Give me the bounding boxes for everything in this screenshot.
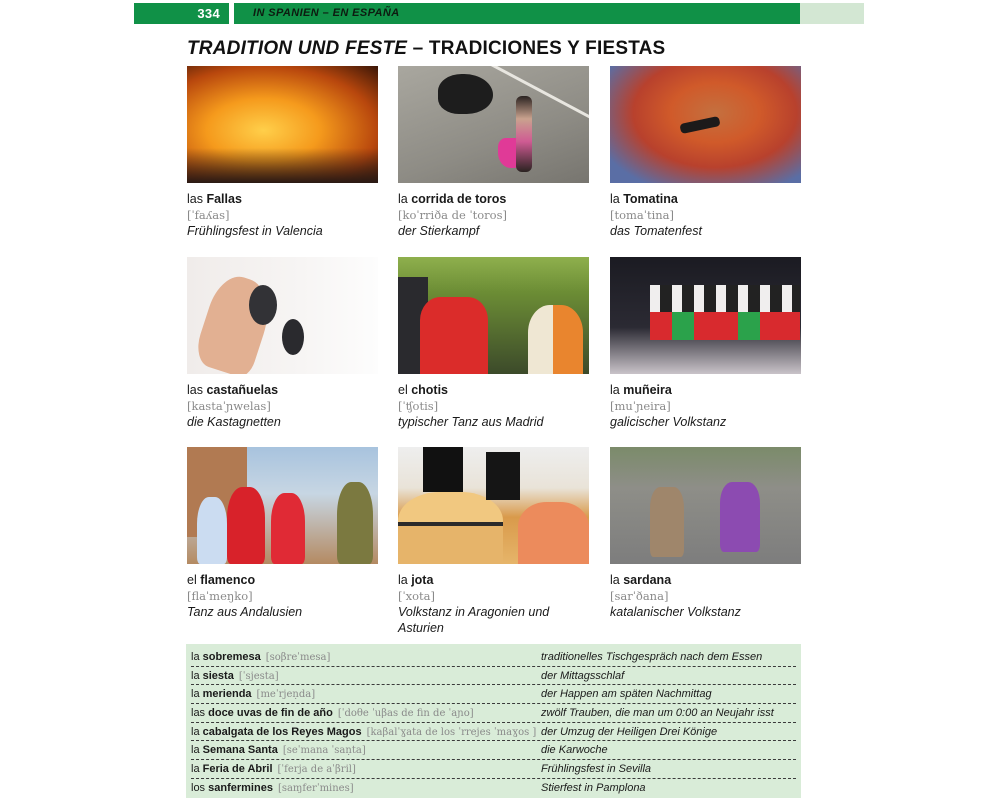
bonfire-festival-photo (187, 66, 378, 183)
term-es: las doce uvas de fin de año [ˈdoθe ˈuβas de fin de ˈaɲo] (191, 706, 474, 719)
term-es: la sobremesa [soβreˈmesa] (191, 650, 331, 663)
table-row (191, 741, 796, 760)
term-de: Stierfest in Pamplona (541, 782, 646, 795)
term-de: Frühlingsfest in Sevilla (541, 762, 652, 775)
page-title-es: TRADICIONES Y FIESTAS (428, 38, 666, 59)
term-es: la siesta [ˈsjesta] (191, 669, 279, 682)
vocab-card-jota (398, 447, 589, 636)
table-row (191, 760, 796, 779)
card-pronunciation: [muˈɲeira] (610, 399, 671, 413)
term-es: los sanfermines [saɱferˈmines] (191, 782, 354, 795)
table-row (191, 685, 796, 704)
card-pronunciation: [sarˈðana] (610, 589, 669, 603)
vocab-card-corrida (398, 66, 589, 239)
bullfight-photo (398, 66, 589, 183)
vocab-card-castanuelas (187, 257, 378, 430)
castanets-photo (187, 257, 378, 374)
card-term: la jota (398, 573, 434, 587)
tomato-fight-photo (610, 66, 801, 183)
card-pronunciation: [ˈʧotis] (398, 399, 439, 413)
card-term: el chotis (398, 383, 449, 397)
card-pronunciation: [koˈrriða de ˈtoros] (398, 208, 507, 222)
card-pronunciation: [tomaˈtina] (610, 208, 675, 222)
term-de: der Mittagsschlaf (541, 669, 625, 682)
card-translation: die Kastagnetten (187, 415, 281, 429)
term-de: die Karwoche (541, 744, 608, 757)
chotis-dance-photo (398, 257, 589, 374)
card-translation: Volkstanz in Aragonien und Asturien (398, 605, 550, 635)
jota-dance-photo (398, 447, 589, 564)
table-row (191, 704, 796, 723)
vocab-card-chotis (398, 257, 589, 430)
page-margin (0, 0, 134, 800)
vocabulary-table (186, 644, 801, 798)
flamenco-dancers-photo (187, 447, 378, 564)
card-translation: katalanischer Volkstanz (610, 605, 741, 619)
card-term: el flamenco (187, 573, 256, 587)
page-title-de: TRADITION UND FESTE (187, 38, 408, 59)
term-de: traditionelles Tischgespräch nach dem Essen (541, 650, 763, 663)
section-title-de: IN SPANIEN (253, 7, 320, 19)
card-term: la Tomatina (610, 192, 678, 206)
thumb-index-tab (800, 3, 864, 24)
card-translation: galicischer Volkstanz (610, 415, 727, 429)
vocab-card-fallas (187, 66, 378, 239)
card-pronunciation: [kastaˈɲwelas] (187, 399, 271, 413)
card-pronunciation: [ˈfaʎas] (187, 208, 230, 222)
table-row (191, 648, 796, 667)
vocab-card-sardana (610, 447, 801, 620)
card-translation: typischer Tanz aus Madrid (398, 415, 544, 429)
card-translation: das Tomatenfest (610, 224, 702, 238)
card-term: las castañuelas (187, 383, 279, 397)
section-separator: – (322, 7, 330, 19)
card-translation: Tanz aus Andalusien (187, 605, 303, 619)
page-title-separator: – (407, 38, 429, 59)
card-term: la muñeira (610, 383, 672, 397)
section-header (234, 3, 800, 24)
table-row (191, 723, 796, 742)
card-pronunciation: [ˈxota] (398, 589, 436, 603)
term-es: la Feria de Abril [ˈferja de aˈβril] (191, 762, 356, 775)
card-term: las Fallas (187, 192, 242, 206)
term-de: der Umzug der Heiligen Drei Könige (541, 725, 718, 738)
sardana-dance-photo (610, 447, 801, 564)
muneira-dance-photo (610, 257, 801, 374)
vocab-card-muneira (610, 257, 801, 430)
card-pronunciation: [flaˈmeŋko] (187, 589, 253, 603)
term-es: la Semana Santa [seˈmana ˈsaṇta] (191, 744, 366, 757)
card-translation: der Stierkampf (398, 224, 480, 238)
table-row (191, 667, 796, 686)
page-number: 334 (134, 3, 229, 24)
term-es: la merienda [meˈrjeṇda] (191, 688, 316, 701)
vocab-card-flamenco (187, 447, 378, 620)
card-translation: Frühlingsfest in Valencia (187, 224, 323, 238)
term-de: zwölf Trauben, die man um 0:00 an Neujahr isst (541, 706, 774, 719)
term-es: la cabalgata de los Reyes Magos [kaβalˈɣata de los ˈrrejes ˈmaɣos ] (191, 725, 537, 738)
card-term: la corrida de toros (398, 192, 507, 206)
table-row (191, 779, 796, 798)
term-de: der Happen am späten Nachmittag (541, 688, 712, 701)
card-term: la sardana (610, 573, 672, 587)
section-title-es: EN ESPAÑA (332, 7, 400, 19)
vocab-card-tomatina (610, 66, 801, 239)
page-title (187, 38, 665, 60)
